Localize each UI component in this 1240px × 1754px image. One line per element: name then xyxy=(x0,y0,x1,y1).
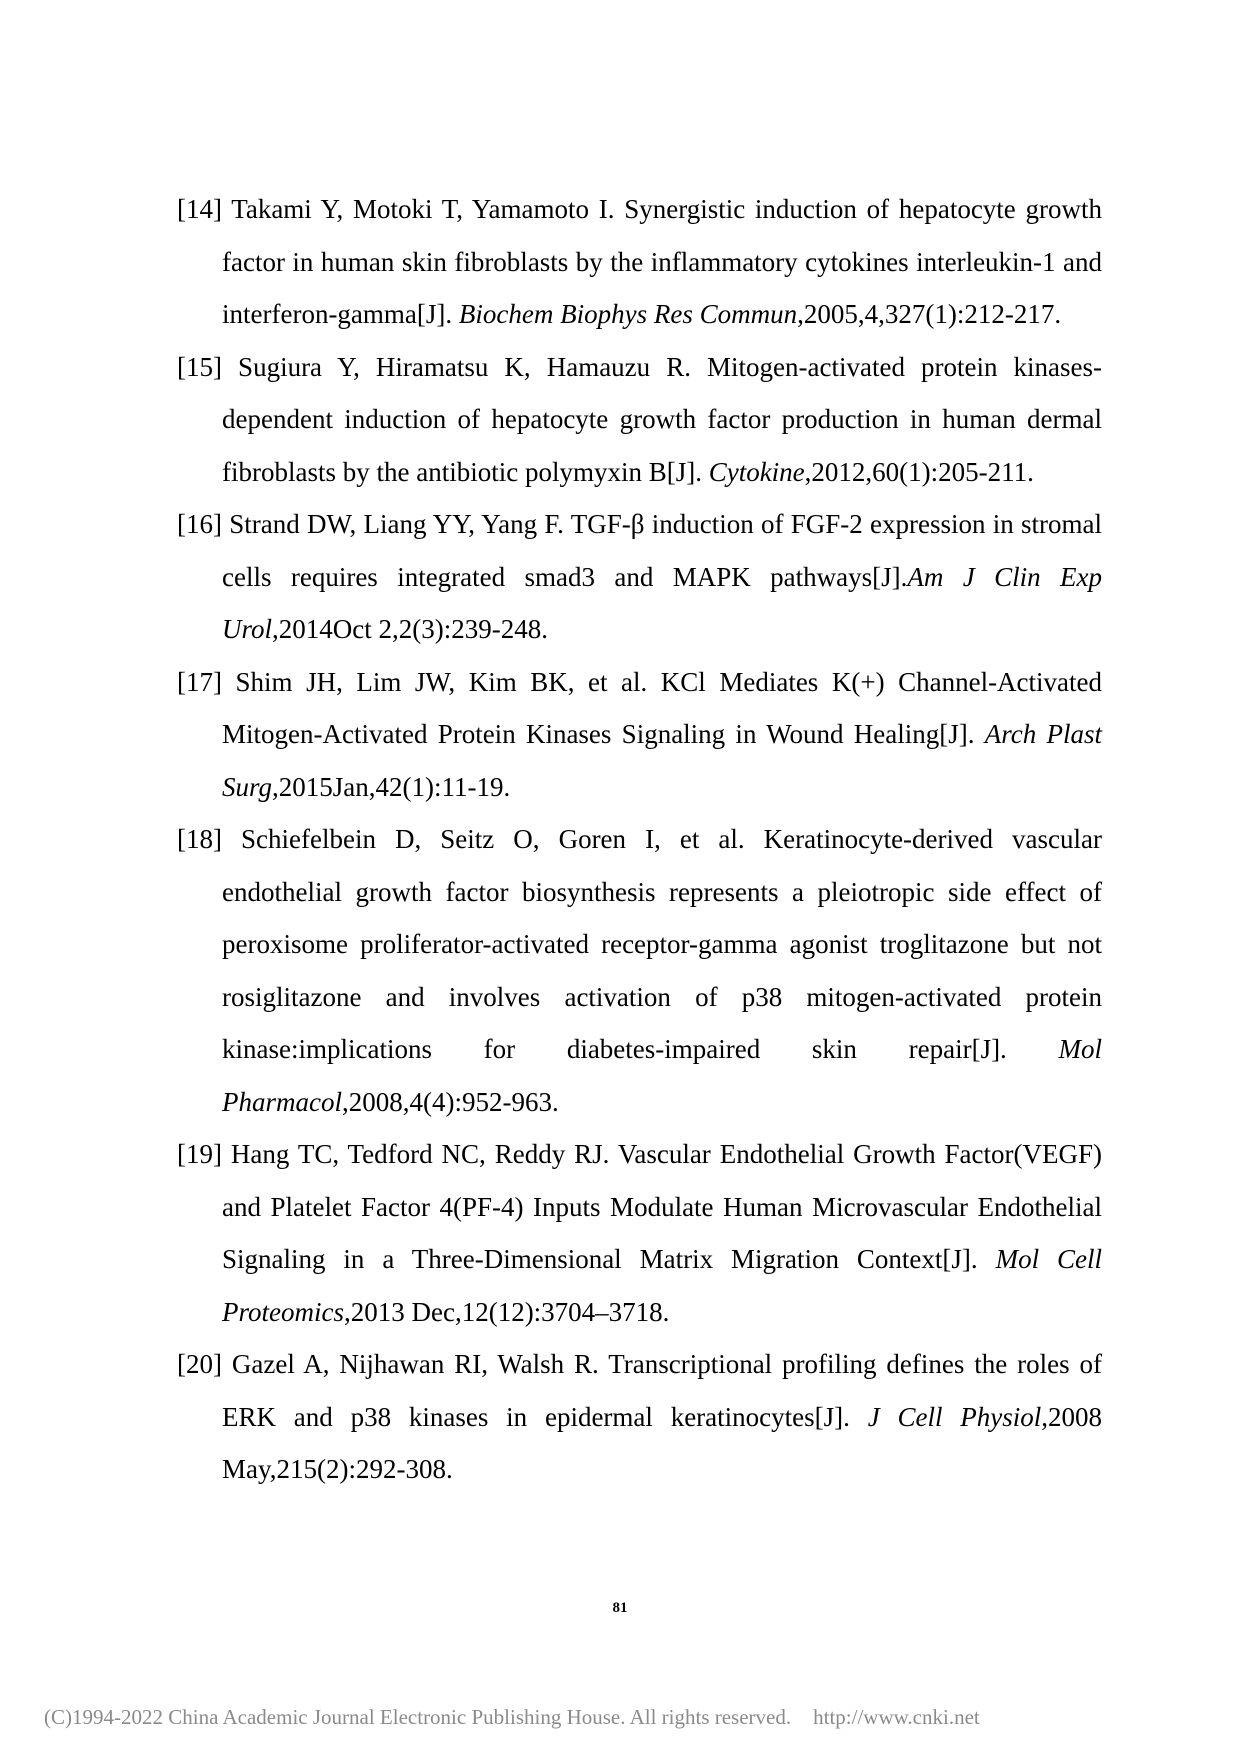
reference-text: Strand DW, Liang YY, Yang F. TGF-β induction of FGF-2 expression in stromal cells requires integrated smad3 and MAPK pathways[J]. xyxy=(222,509,1102,592)
journal-name: Mol Cell Proteomics xyxy=(222,1244,1102,1327)
reference-number: [14] xyxy=(177,194,222,224)
reference-text: Shim JH, Lim JW, Kim BK, et al. KCl Mediates K(+) Channel-Activated Mitogen-Activated Protein Kinases Signaling in Wound Healing[J]. xyxy=(222,666,1103,749)
reference-text: Gazel A, Nijhawan RI, Walsh R. Transcriptional profiling defines the roles of ERK and p38 kinases in epidermal keratinocytes[J]. xyxy=(222,1349,1103,1432)
page-number: 81 xyxy=(612,1600,628,1616)
reference-number: [19] xyxy=(177,1139,222,1169)
reference-number: [16] xyxy=(177,509,222,539)
reference-details: ,2008 May,215(2):292-308. xyxy=(222,1401,1102,1484)
copyright-text: (C)1994-2022 China Academic Journal Electronic Publishing House. All rights reserved. xyxy=(44,1705,792,1729)
reference-number: [17] xyxy=(177,666,222,697)
reference-details: ,2012,60(1):205-211. xyxy=(804,456,1034,487)
reference-number: [18] xyxy=(177,824,222,854)
footer-url: http://www.cnki.net xyxy=(813,1705,980,1729)
journal-name: Arch Plast Surg xyxy=(222,719,1102,802)
reference-entry-19 xyxy=(177,1128,1102,1338)
reference-details: ,2013 Dec,12(12):3704–3718. xyxy=(343,1296,670,1327)
reference-text: Schiefelbein D, Seitz O, Goren I, et al. Keratinocyte-derived vascular endothelial growth factor biosynthesis represents a pleiotropic side effect of peroxisome proliferator-activated receptor-gamma agonist troglitazone but not rosiglitazone and involves activation of p38 mitogen-activated protein kinase:implications for diabetes-impaired skin repair[J]. xyxy=(222,824,1102,1064)
journal-name: Biochem Biophys Res Commun xyxy=(458,299,798,329)
reference-number: [15] xyxy=(177,351,222,382)
reference-entry-16 xyxy=(177,498,1102,656)
journal-name: Cytokine xyxy=(708,456,805,487)
journal-name: Am J Clin Exp Urol xyxy=(222,561,1102,644)
reference-entry-15 xyxy=(177,341,1102,499)
reference-entry-20 xyxy=(177,1338,1102,1496)
reference-number: [20] xyxy=(177,1349,222,1379)
reference-details: ,2005,4,327(1):212-217. xyxy=(797,299,1062,329)
reference-entry-17 xyxy=(177,656,1102,814)
reference-text: Sugiura Y, Hiramatsu K, Hamauzu R. Mitogen-activated protein kinases-dependent induction of hepatocyte growth factor production in human dermal fibroblasts by the antibiotic polymyxin B[J]. xyxy=(222,351,1103,487)
reference-list xyxy=(177,183,1102,1496)
copyright-footer xyxy=(44,1705,980,1730)
reference-entry-18 xyxy=(177,813,1102,1128)
reference-entry-14 xyxy=(177,183,1102,341)
reference-text: Takami Y, Motoki T, Yamamoto I. Synergistic induction of hepatocyte growth factor in human skin fibroblasts by the inflammatory cytokines interleukin-1 and interferon-gamma[J]. xyxy=(222,194,1102,329)
journal-name: J Cell Physiol xyxy=(867,1401,1042,1432)
reference-details: ,2014Oct 2,2(3):239-248. xyxy=(272,614,548,644)
journal-name: Mol Pharmacol xyxy=(222,1034,1102,1117)
reference-text: Hang TC, Tedford NC, Reddy RJ. Vascular Endothelial Growth Factor(VEGF) and Platelet Factor 4(PF-4) Inputs Modulate Human Microvascular Endothelial Signaling in a Three-Dimensional Matrix Migration Context[J]. xyxy=(222,1139,1102,1274)
reference-details: ,2008,4(4):952-963. xyxy=(341,1086,559,1117)
reference-details: ,2015Jan,42(1):11-19. xyxy=(272,771,511,802)
